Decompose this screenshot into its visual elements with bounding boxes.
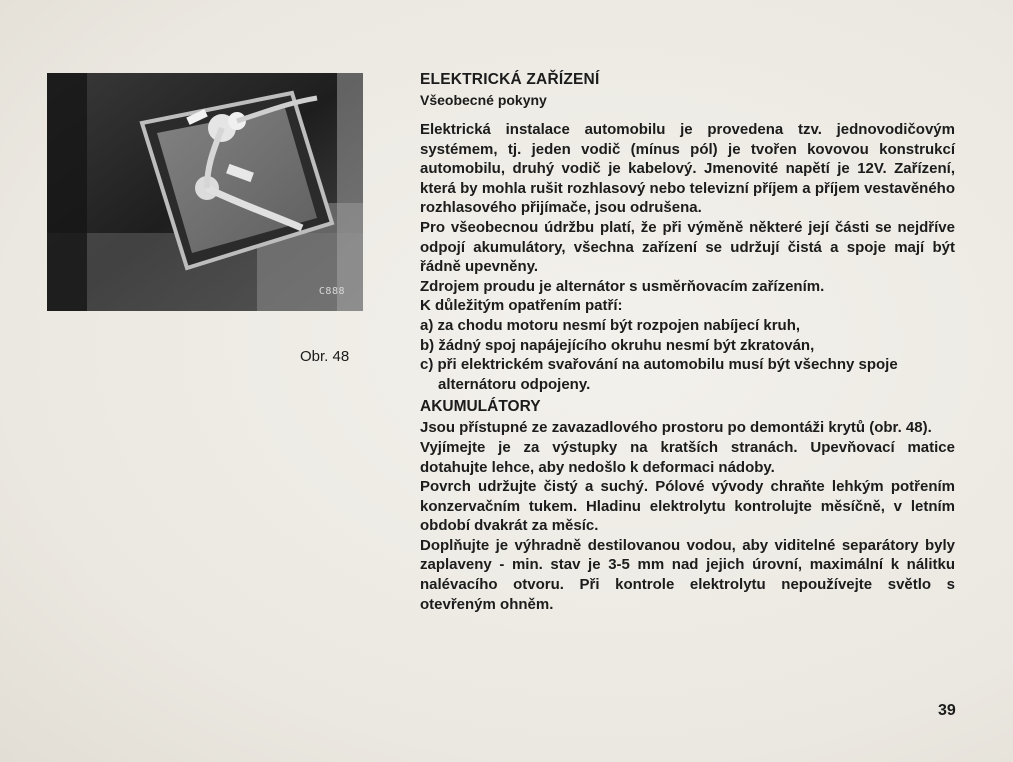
accumulators-title: AKUMULÁTORY — [420, 398, 541, 416]
paragraph: Elektrická instalace automobilu je provedena tzv. jednovodičovým systémem, tj. jeden vodič (mínus pól) je tvořen kovovou konstrukcí automobilu, druhý vodič je kabelový. Jmenovité napětí je 12V. Zařízení, která by mohla rušit rozhlasový nebo televizní příjem a příjem vestavěného rozhlasového přijímače, jsou odrušena. — [420, 121, 955, 217]
text-column — [420, 70, 955, 614]
paragraph: Vyjímejte je za výstupky na kratších stranách. Upevňovací matice dotahujte lehce, aby nedošlo k deformaci nádoby. — [420, 438, 955, 476]
precautions-list — [420, 316, 955, 394]
paragraph: Pro všeobecnou údržbu platí, že při výměně některé její části se nejdříve odpojí akumulátory, všechna zařízení se udržují čistá a spoje mají být řádně upevněny. — [420, 218, 955, 276]
paragraph: K důležitým opatřením patří: — [420, 297, 623, 315]
battery-photo-icon — [47, 73, 363, 311]
figure-caption: Obr. 48 — [300, 348, 350, 365]
list-item: b) žádný spoj napájejícího okruhu nesmí být zkratován, — [420, 336, 815, 354]
page-number: 39 — [938, 702, 956, 719]
list-item: a) za chodu motoru nesmí být rozpojen nabíjecí kruh, — [420, 316, 801, 334]
figure-photo — [47, 73, 363, 311]
paragraph: Jsou přístupné ze zavazadlového prostoru po demontáži krytů (obr. 48). — [420, 419, 932, 437]
figure-code: C888 — [318, 286, 345, 297]
paragraph: Zdrojem proudu je alternátor s usměrňovacím zařízením. — [420, 277, 825, 295]
section-subtitle: Všeobecné pokyny — [420, 92, 547, 108]
paragraph: Doplňujte je výhradně destilovanou vodou, aby viditelné separátory byly zaplaveny - min. stav je 3-5 mm nad jejich úrovní, maximální k nálitku nalévacího otvoru. Při kontrole elektrolytu nepoužívejte světlo s otevřeným ohněm. — [420, 536, 955, 613]
paragraph: Povrch udržujte čistý a suchý. Pólové vývody chraňte lehkým potřením konzervačním tukem. Hladinu elektrolytu kontrolujte měsíčně, v letním období dvakrát za měsíc. — [420, 478, 955, 535]
list-item: c) při elektrickém svařování na automobilu musí být všechny spoje alternátoru odpojeny. — [420, 356, 898, 393]
section-title: ELEKTRICKÁ ZAŘÍZENÍ — [420, 71, 600, 88]
